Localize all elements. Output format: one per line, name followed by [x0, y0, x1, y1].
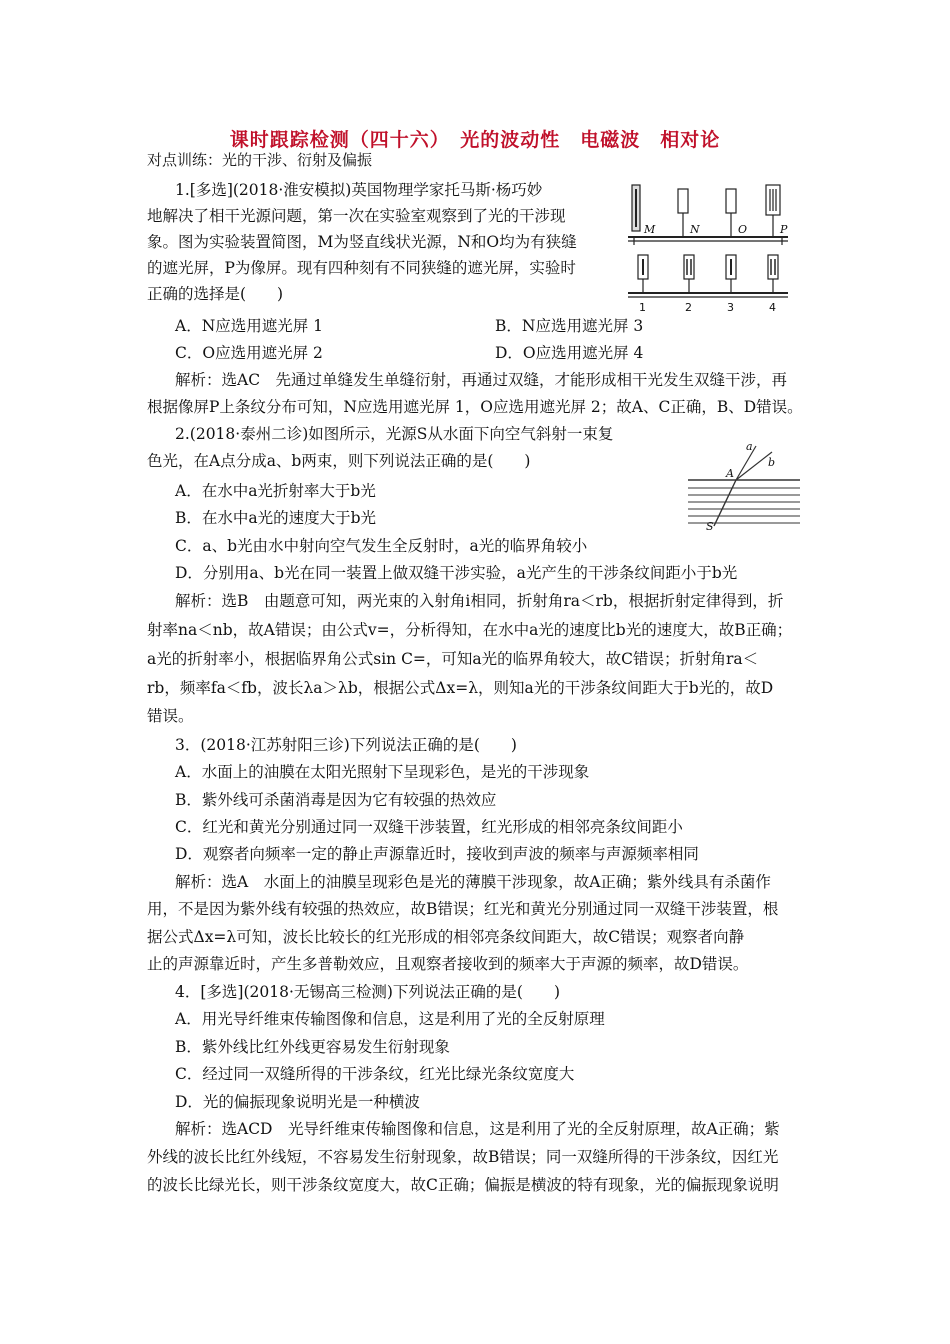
analysis-line: rb，频率fa＜fb，波长λa＞λb，根据公式Δx=λ，则知a光的干涉条纹间距大于b光的，故D	[147, 679, 774, 697]
analysis-line: 解析：选A 水面上的油膜呈现彩色是光的薄膜干涉现象，故A正确；紫外线具有杀菌作	[175, 873, 771, 891]
label-s: S	[706, 520, 714, 533]
refraction-figure	[684, 438, 804, 538]
option-d: D．分别用a、b光在同一装置上做双缝干涉实验，a光产生的干涉条纹间距小于b光	[175, 564, 738, 582]
option-c: C．红光和黄光分别通过同一双缝干涉装置，红光形成的相邻亮条纹间距小	[175, 818, 683, 836]
option-a: A．在水中a光折射率大于b光	[175, 482, 376, 500]
question-line: 色光，在A点分成a、b两束，则下列说法正确的是( )	[147, 452, 531, 470]
label-a: a	[746, 440, 753, 453]
option-c: C．a、b光由水中射向空气发生全反射时，a光的临界角较小	[175, 537, 588, 555]
option-c: C．经过同一双缝所得的干涉条纹，红光比绿光条纹宽度大	[175, 1065, 575, 1083]
analysis-line: 外线的波长比红外线短，不容易发生衍射现象，故B错误；同一双缝所得的干涉条纹，因红光	[147, 1148, 779, 1166]
analysis-line: 错误。	[147, 707, 194, 725]
option-d: D．观察者向频率一定的静止声源靠近时，接收到声波的频率与声源频率相同	[175, 845, 699, 863]
text-line: 1.[多选](2018·淮安模拟)英国物理学家托马斯·杨巧妙	[175, 181, 543, 199]
option-c: C．O应选用遮光屏 2	[175, 344, 323, 362]
analysis-line: 射率na＜nb，故A错误；由公式v=，分析得知，在水中a光的速度比b光的速度大，故B正确；	[147, 621, 793, 639]
text-line: 正确的选择是( )	[147, 285, 284, 303]
analysis-line: 止的声源靠近时，产生多普勒效应，且观察者接收到的频率大于声源的频率，故D错误。	[147, 955, 749, 973]
analysis-line: 解析：选AC 先通过单缝发生单缝衍射，再通过双缝，才能形成相干光发生双缝干涉，再	[175, 371, 788, 389]
page-title: 课时跟踪检测（四十六） 光的波动性 电磁波 相对论	[229, 129, 721, 151]
question-line: 3．(2018·江苏射阳三诊)下列说法正确的是( )	[175, 736, 517, 754]
label-p: P	[780, 223, 788, 236]
option-b: B．在水中a光的速度大于b光	[175, 509, 377, 527]
screen-label-3: 3	[727, 301, 734, 314]
label-o: O	[738, 223, 748, 236]
text-line: 地解决了相干光源问题，第一次在实验室观察到了光的干涉现	[147, 207, 566, 225]
label-n: N	[690, 223, 700, 236]
text-line: 象。图为实验装置简图，M为竖直线状光源，N和O均为有狭缝	[147, 233, 577, 251]
option-a: A．N应选用遮光屏 1	[175, 317, 324, 335]
analysis-line: 解析：选B 由题意可知，两光束的入射角i相同，折射角ra＜rb，根据折射定律得到，折	[175, 592, 784, 610]
section-heading: 对点训练：光的干涉、衍射及偏振	[147, 151, 373, 169]
option-a: A．水面上的油膜在太阳光照射下呈现彩色，是光的干涉现象	[175, 763, 590, 781]
option-d: D．光的偏振现象说明光是一种横波	[175, 1093, 420, 1111]
analysis-line: 解析：选ACD 光导纤维束传输图像和信息，这是利用了光的全反射原理，故A正确；紫	[175, 1120, 780, 1138]
analysis-line: a光的折射率小，根据临界角公式sin C=，可知a光的临界角较大，故C错误；折射角ra＜	[147, 650, 759, 668]
question-line: 4．[多选](2018·无锡高三检测)下列说法正确的是( )	[175, 983, 561, 1001]
text-line: 的遮光屏，P为像屏。现有四种刻有不同狭缝的遮光屏，实验时	[147, 259, 576, 277]
analysis-line: 用，不是因为紫外线有较强的热效应，故B错误；红光和黄光分别通过同一双缝干涉装置，根	[147, 900, 779, 918]
label-point-a: A	[726, 467, 734, 480]
option-d: D．O应选用遮光屏 4	[495, 344, 644, 362]
analysis-line: 的波长比绿光长，则干涉条纹宽度大，故C正确；偏振是横波的特有现象，光的偏振现象说明	[147, 1176, 779, 1194]
screen-label-1: 1	[639, 301, 646, 314]
analysis-line: 据公式Δx=λ可知，波长比较长的红光形成的相邻亮条纹间距大，故C错误；观察者向静	[147, 928, 745, 946]
question-line: 2.(2018·泰州二诊)如图所示，光源S从水面下向空气斜射一束复	[175, 425, 614, 443]
option-b: B．N应选用遮光屏 3	[495, 317, 644, 335]
screen-label-2: 2	[685, 301, 692, 314]
option-a: A．用光导纤维束传输图像和信息，这是利用了光的全反射原理	[175, 1010, 605, 1028]
option-b: B．紫外线可杀菌消毒是因为它有较强的热效应	[175, 791, 497, 809]
analysis-line: 根据像屏P上条纹分布可知，N应选用遮光屏 1，O应选用遮光屏 2；故A、C正确，B、D错误。	[147, 398, 803, 416]
option-b: B．紫外线比红外线更容易发生衍射现象	[175, 1038, 450, 1056]
label-m: M	[644, 223, 656, 236]
double-slit-apparatus-figure	[622, 175, 794, 315]
label-b: b	[768, 456, 776, 469]
screen-label-4: 4	[769, 301, 776, 314]
